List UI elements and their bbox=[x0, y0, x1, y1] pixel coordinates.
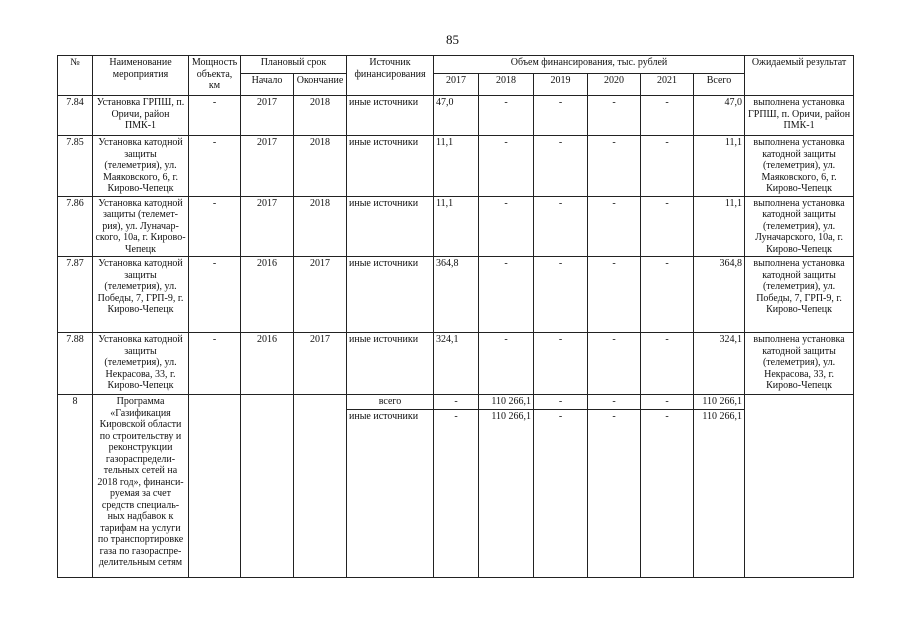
row-start: 2016 bbox=[241, 333, 294, 395]
row-end: 2018 bbox=[294, 196, 347, 257]
row-total: 11,1 bbox=[694, 136, 745, 197]
row-val-2021: - bbox=[641, 257, 694, 333]
row-val-2018: - bbox=[479, 333, 534, 395]
row-val-2019: - bbox=[534, 96, 588, 136]
row-val-2020: - bbox=[588, 257, 641, 333]
row-name: Установка катодной защиты (телеметрия), ул. Маяковского, 6, г. Кирово-Чепецк bbox=[93, 136, 189, 197]
row-num: 7.84 bbox=[58, 96, 93, 136]
row-val-2018: - bbox=[479, 136, 534, 197]
row-val-2017: 11,1 bbox=[434, 136, 479, 197]
program-row bbox=[58, 395, 854, 410]
row-name: Установка катодной защиты (телеметрия), ул. Некрасова, 33, г. Кирово-Чепецк bbox=[93, 333, 189, 395]
row-total: 364,8 bbox=[694, 257, 745, 333]
program-val-2018: 110 266,1 bbox=[479, 409, 534, 577]
row-val-2018: - bbox=[479, 196, 534, 257]
row-val-2020: - bbox=[588, 333, 641, 395]
page-number: 85 bbox=[446, 32, 459, 47]
row-result: выполнена установка катодной защиты (телеметрия), ул. Некрасова, 33, г. Кирово-Чепецк bbox=[745, 333, 854, 395]
row-end: 2018 bbox=[294, 136, 347, 197]
header-capacity: Мощность объекта, км bbox=[189, 56, 241, 96]
header-row bbox=[58, 56, 854, 74]
program-val-2019: - bbox=[534, 409, 588, 577]
row-val-2020: - bbox=[588, 96, 641, 136]
header-year-2020: 2020 bbox=[588, 74, 641, 96]
row-total: 47,0 bbox=[694, 96, 745, 136]
row-val-2018: - bbox=[479, 257, 534, 333]
row-capacity: - bbox=[189, 96, 241, 136]
header-name: Наименование мероприятия bbox=[93, 56, 189, 96]
row-capacity: - bbox=[189, 196, 241, 257]
row-result: выполнена установка катодной защиты (телеметрия), ул. Победы, 7, ГРП-9, г. Кирово-Чепецк bbox=[745, 257, 854, 333]
row-val-2019: - bbox=[534, 333, 588, 395]
program-val-2017: - bbox=[434, 395, 479, 410]
header-end: Окончание bbox=[294, 74, 347, 96]
header-num: № bbox=[58, 56, 93, 96]
program-name: Программа «Газификация Кировской области по строительству и реконструкции газораспредели-тельных сетей на 2018 год», финанси-руемая за счет средств специаль-ных надбавок к тарифам на услуги по транспортировке газа по газораспре-делительным сетям bbox=[93, 395, 189, 578]
row-num: 7.87 bbox=[58, 257, 93, 333]
row-source: иные источники bbox=[347, 136, 434, 197]
row-total: 324,1 bbox=[694, 333, 745, 395]
row-val-2017: 364,8 bbox=[434, 257, 479, 333]
program-total: 110 266,1 bbox=[694, 409, 745, 577]
row-num: 7.88 bbox=[58, 333, 93, 395]
table-row bbox=[58, 333, 854, 395]
row-result: выполнена установка катодной защиты (телеметрия), ул. Маяковского, 6, г. Кирово-Чепецк bbox=[745, 136, 854, 197]
row-end: 2018 bbox=[294, 96, 347, 136]
program-result bbox=[745, 395, 854, 578]
row-val-2021: - bbox=[641, 333, 694, 395]
row-result: выполнена установка ГРПШ, п. Оричи, район ПМК-1 bbox=[745, 96, 854, 136]
row-source: иные источники bbox=[347, 257, 434, 333]
program-val-2018: 110 266,1 bbox=[479, 395, 534, 410]
header-year-2018: 2018 bbox=[479, 74, 534, 96]
header-result: Ожидаемый результат bbox=[745, 56, 854, 96]
program-val-2017: - bbox=[434, 409, 479, 577]
row-source: иные источники bbox=[347, 96, 434, 136]
row-end: 2017 bbox=[294, 257, 347, 333]
row-val-2019: - bbox=[534, 257, 588, 333]
row-result: выполнена установка катодной защиты (телеметрия), ул. Луначарского, 10а, г. Кирово-Чепецк bbox=[745, 196, 854, 257]
row-val-2021: - bbox=[641, 136, 694, 197]
row-val-2017: 47,0 bbox=[434, 96, 479, 136]
row-start: 2017 bbox=[241, 96, 294, 136]
header-total: Всего bbox=[694, 74, 745, 96]
header-year-2019: 2019 bbox=[534, 74, 588, 96]
row-name: Установка катодной защиты (телеметрия), ул. Победы, 7, ГРП-9, г. Кирово-Чепецк bbox=[93, 257, 189, 333]
header-year-2021: 2021 bbox=[641, 74, 694, 96]
program-val-2020: - bbox=[588, 409, 641, 577]
row-start: 2017 bbox=[241, 136, 294, 197]
program-capacity bbox=[189, 395, 241, 578]
row-source: иные источники bbox=[347, 333, 434, 395]
program-source: всего bbox=[347, 395, 434, 410]
program-val-2021: - bbox=[641, 395, 694, 410]
program-val-2020: - bbox=[588, 395, 641, 410]
row-name: Установка ГРПШ, п. Оричи, район ПМК-1 bbox=[93, 96, 189, 136]
row-val-2021: - bbox=[641, 96, 694, 136]
program-end bbox=[294, 395, 347, 578]
row-name: Установка катодной защиты (телемет-рия), ул. Луначар-ского, 10а, г. Кирово-Чепецк bbox=[93, 196, 189, 257]
row-source: иные источники bbox=[347, 196, 434, 257]
row-capacity: - bbox=[189, 257, 241, 333]
header-start: Начало bbox=[241, 74, 294, 96]
row-capacity: - bbox=[189, 333, 241, 395]
table-row bbox=[58, 136, 854, 197]
header-year-2017: 2017 bbox=[434, 74, 479, 96]
program-total: 110 266,1 bbox=[694, 395, 745, 410]
row-start: 2016 bbox=[241, 257, 294, 333]
header-volume: Объем финансирования, тыс. рублей bbox=[434, 56, 745, 74]
program-val-2019: - bbox=[534, 395, 588, 410]
row-start: 2017 bbox=[241, 196, 294, 257]
program-num: 8 bbox=[58, 395, 93, 578]
header-source: Источник финансирования bbox=[347, 56, 434, 96]
row-val-2020: - bbox=[588, 196, 641, 257]
table-row bbox=[58, 96, 854, 136]
row-val-2019: - bbox=[534, 136, 588, 197]
row-val-2020: - bbox=[588, 136, 641, 197]
row-val-2017: 11,1 bbox=[434, 196, 479, 257]
header-plan-term: Плановый срок bbox=[241, 56, 347, 74]
table-row bbox=[58, 196, 854, 257]
row-total: 11,1 bbox=[694, 196, 745, 257]
financing-table bbox=[57, 55, 854, 578]
row-val-2021: - bbox=[641, 196, 694, 257]
row-num: 7.85 bbox=[58, 136, 93, 197]
program-val-2021: - bbox=[641, 409, 694, 577]
program-source: иные источники bbox=[347, 409, 434, 577]
program-start bbox=[241, 395, 294, 578]
row-val-2019: - bbox=[534, 196, 588, 257]
row-num: 7.86 bbox=[58, 196, 93, 257]
table-row bbox=[58, 257, 854, 333]
row-capacity: - bbox=[189, 136, 241, 197]
row-val-2017: 324,1 bbox=[434, 333, 479, 395]
row-val-2018: - bbox=[479, 96, 534, 136]
row-end: 2017 bbox=[294, 333, 347, 395]
